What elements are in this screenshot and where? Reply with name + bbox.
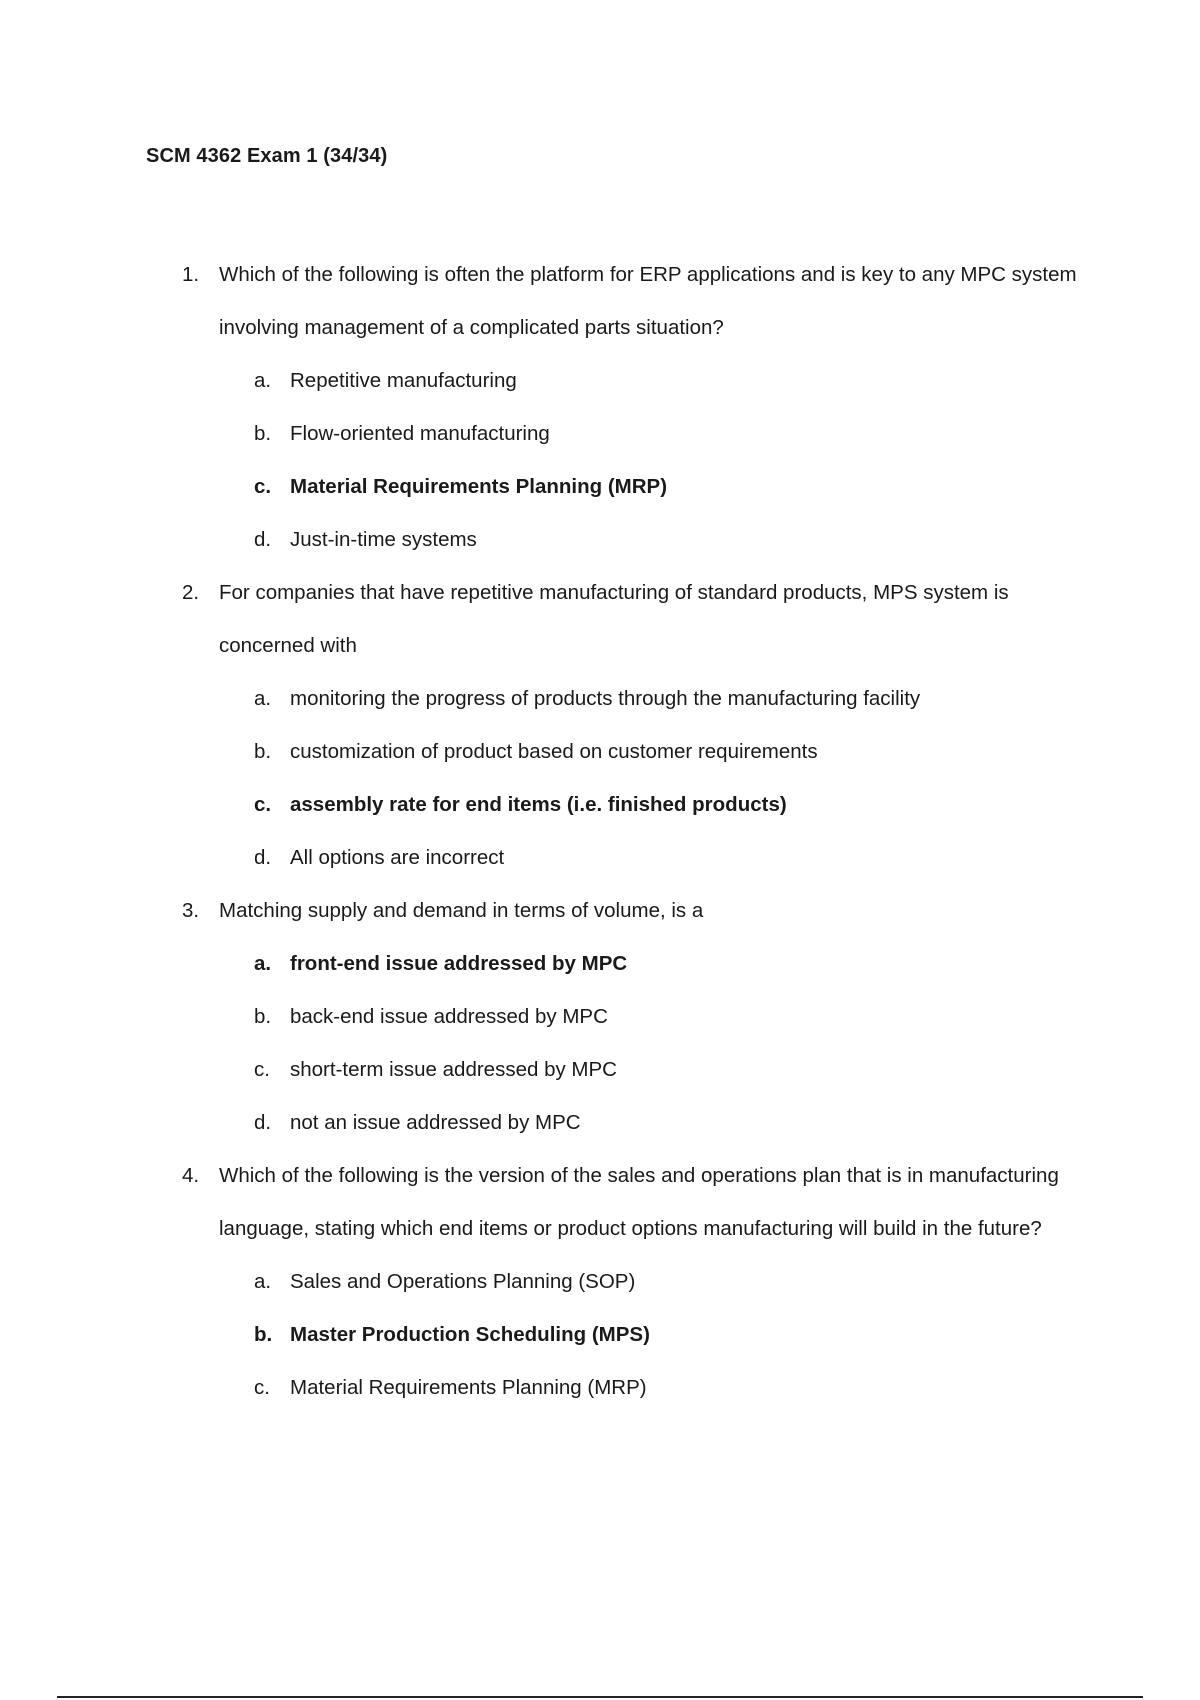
correct-option-item bbox=[0, 778, 1200, 831]
option-letter: d. bbox=[254, 1111, 272, 1134]
option-letter: b. bbox=[254, 1005, 272, 1028]
option-letter: a. bbox=[254, 687, 272, 710]
option-text: front-end issue addressed by MPC bbox=[290, 952, 628, 975]
option-item bbox=[0, 407, 1200, 460]
option-text: assembly rate for end items (i.e. finished products) bbox=[290, 793, 787, 816]
option-letter: a. bbox=[254, 952, 272, 975]
option-item bbox=[0, 831, 1200, 884]
option-item bbox=[0, 513, 1200, 566]
question-text: Which of the following is often the platform for ERP applications and is key to any MPC system involving management of a complicated parts situation? bbox=[219, 263, 1077, 339]
option-text: Material Requirements Planning (MRP) bbox=[290, 475, 668, 498]
option-letter: c. bbox=[254, 1058, 270, 1081]
question-1 bbox=[0, 248, 1200, 566]
question-4 bbox=[0, 1149, 1200, 1414]
option-letter: d. bbox=[254, 528, 272, 551]
option-letter: c. bbox=[254, 1376, 270, 1399]
option-letter: a. bbox=[254, 369, 272, 392]
option-text: customization of product based on customer requirements bbox=[290, 740, 818, 763]
question-text: Matching supply and demand in terms of volume, is a bbox=[219, 899, 704, 922]
option-item bbox=[0, 354, 1200, 407]
correct-option-item bbox=[0, 460, 1200, 513]
option-item bbox=[0, 1043, 1200, 1096]
option-letter: b. bbox=[254, 740, 272, 763]
option-item bbox=[0, 725, 1200, 778]
correct-option-item bbox=[0, 937, 1200, 990]
option-text: Master Production Scheduling (MPS) bbox=[290, 1323, 650, 1346]
question-number: 1. bbox=[182, 263, 200, 286]
option-item bbox=[0, 1361, 1200, 1414]
question-number: 2. bbox=[182, 581, 200, 604]
option-item bbox=[0, 1255, 1200, 1308]
question-3 bbox=[0, 884, 1200, 1149]
option-letter: b. bbox=[254, 422, 272, 445]
option-letter: b. bbox=[254, 1323, 273, 1346]
question-text: Which of the following is the version of the sales and operations plan that is in manufacturing language, stating which end items or product options manufacturing will build in the future? bbox=[219, 1164, 1059, 1240]
option-text: short-term issue addressed by MPC bbox=[290, 1058, 617, 1081]
option-text: Flow-oriented manufacturing bbox=[290, 422, 550, 445]
question-text: For companies that have repetitive manufacturing of standard products, MPS system is concerned with bbox=[219, 581, 1009, 657]
question-number: 3. bbox=[182, 899, 200, 922]
page-title: SCM 4362 Exam 1 (34/34) bbox=[146, 145, 388, 167]
option-text: Material Requirements Planning (MRP) bbox=[290, 1376, 647, 1399]
option-letter: c. bbox=[254, 793, 272, 816]
option-text: monitoring the progress of products through the manufacturing facility bbox=[290, 687, 921, 710]
option-list bbox=[0, 937, 1200, 1149]
option-list bbox=[0, 672, 1200, 884]
option-text: Sales and Operations Planning (SOP) bbox=[290, 1270, 636, 1293]
option-text: All options are incorrect bbox=[290, 846, 505, 869]
option-list bbox=[0, 354, 1200, 566]
option-letter: a. bbox=[254, 1270, 272, 1293]
option-list bbox=[0, 1255, 1200, 1414]
option-letter: d. bbox=[254, 846, 272, 869]
correct-option-item bbox=[0, 1308, 1200, 1361]
option-letter: c. bbox=[254, 475, 272, 498]
option-item bbox=[0, 1096, 1200, 1149]
option-item bbox=[0, 990, 1200, 1043]
option-text: back-end issue addressed by MPC bbox=[290, 1005, 608, 1028]
question-2 bbox=[0, 566, 1200, 884]
question-number: 4. bbox=[182, 1164, 200, 1187]
footer-divider bbox=[57, 1696, 1143, 1698]
option-item bbox=[0, 672, 1200, 725]
option-text: not an issue addressed by MPC bbox=[290, 1111, 581, 1134]
option-text: Repetitive manufacturing bbox=[290, 369, 517, 392]
question-list bbox=[0, 248, 1200, 1414]
option-text: Just-in-time systems bbox=[290, 528, 477, 551]
